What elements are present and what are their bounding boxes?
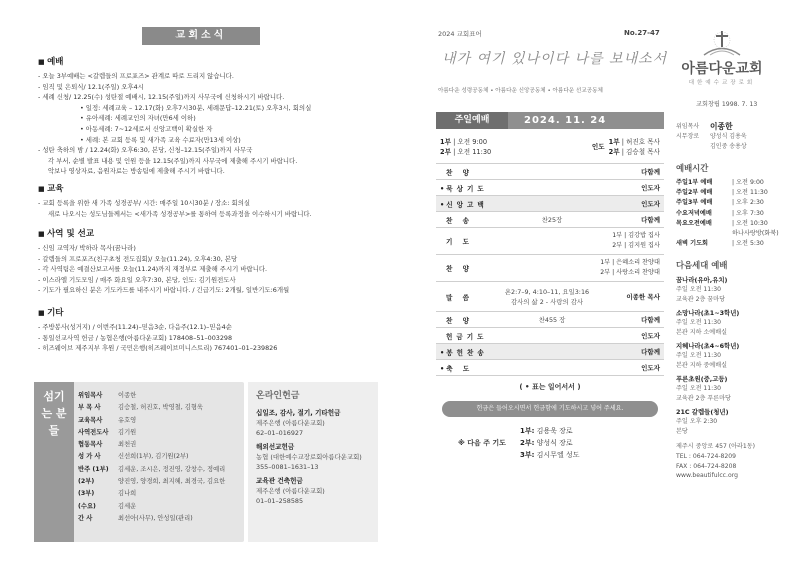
staff-row: [78, 501, 225, 513]
offering-type: 교육관 건축헌금: [256, 477, 303, 485]
service-schedule-name: 주일1부 예배: [676, 179, 713, 186]
news-line: - 세례 신청/ 12.25(수) 성탄절 예배시, 12.15(주일)까지 사무국에 신청하시기 바랍니다.: [38, 93, 285, 102]
next-gen-group: [676, 341, 786, 370]
service-schedule-name: 새벽 기도회: [676, 240, 709, 248]
news-line: - 히즈웨이브 제주지부 후원 / 국민은행(히즈웨이브미니스트리) 767401–01–239826: [38, 344, 278, 353]
order-item: • 신앙고백: [440, 199, 490, 209]
staff-names: 김기원: [118, 428, 137, 436]
staff-role: 교육목사: [78, 416, 103, 424]
service-schedule-time: | 오전 10:30: [732, 219, 768, 227]
order-leader: 이종한 목사: [626, 293, 660, 301]
order-item: 기 도: [446, 238, 474, 246]
elder-names: 김인중 송용상: [710, 143, 747, 150]
staff-tab: [34, 382, 74, 542]
order-people: [570, 258, 660, 278]
sermon-line: 감사의 삶 2 - 사랑의 감사: [510, 297, 584, 306]
account-info: 제주은행 (아름다운교회): [256, 487, 325, 495]
news-line: - 임직 및 은퇴식/ 12.1(주일) 오후4시: [38, 82, 144, 91]
order-row: [436, 343, 664, 359]
next-week-prayer: [436, 417, 664, 461]
group-name: 꿈나라(유아,유치): [676, 276, 728, 285]
next-prayer-name: 양성식 장로: [534, 439, 573, 447]
leader-part: 2부: [608, 148, 620, 156]
staff-row: [78, 476, 225, 488]
church-name: 아름다운교회: [681, 61, 763, 77]
staff-role: 위임목사: [78, 392, 103, 399]
next-week-label: ※ 다음 주 기도: [458, 439, 506, 447]
staff-row: [78, 451, 225, 463]
news-line: - 신임 교역자/ 박하라 목사(꿈나라): [38, 244, 136, 252]
order-item: 찬 양: [446, 265, 474, 273]
account-info: 355–0081–1631–13: [256, 463, 319, 471]
leader-label: 인도: [591, 143, 605, 151]
next-week-list: [520, 425, 579, 461]
news-line: • 아동세례: 7~12세로서 신앙고백이 확실한 자: [80, 124, 213, 133]
staff-role: (2부): [78, 478, 95, 486]
service-schedule-time: | 오전 11:30: [732, 189, 768, 197]
address-line: FAX : 064-724-8208: [676, 462, 737, 470]
next-gen-title: 다음세대 예배: [676, 260, 728, 271]
denomination: 대한예수교장로회: [688, 80, 756, 86]
service-label: 1부: [440, 138, 451, 146]
worship-order: [436, 112, 664, 461]
staff-role: 간 사: [78, 514, 93, 522]
next-gen-list: [676, 275, 786, 436]
news-line: - 갈렙들의 프로포즈(친구초청 전도집회)/ 오늘(11.24), 오후4:30, 본당: [38, 254, 238, 263]
section-lines: [38, 198, 388, 219]
leader-list: [609, 137, 660, 157]
news-line: - 이스라엘 기도모임 / 매주 화요일 오후7:30, 본당, 인도: 김기원전도사: [38, 275, 236, 284]
staff-row: [78, 439, 225, 451]
news-line: • 세례: 본 교회 등록 및 새가족 교육 수료자(만13세 이상): [80, 135, 241, 144]
next-prayer-part: 2부:: [520, 439, 535, 447]
news-line: - 교회 등록을 위한 새 가족 성경공부/ 시간: 매주일 10시30분 / 장소: 회의실: [38, 199, 251, 207]
worship-header: [436, 112, 664, 129]
account-info: 농협 (대한예수교장로회아름다운교회): [256, 453, 362, 461]
account-info: 제주은행 (아름다운교회): [256, 419, 325, 427]
group-detail: 본관 지하 소예배실: [676, 328, 727, 336]
news-line: - 오늘 3부예배는 <갈렙들의 프로포즈> 관계로 따로 드리지 않습니다.: [38, 72, 234, 80]
staff-role: 사역전도사: [78, 428, 109, 436]
staff-row: [78, 415, 225, 427]
bulletin-number: No.27-47: [624, 29, 660, 37]
next-prayer-item: [520, 437, 579, 449]
order-leader: 다함께: [641, 348, 660, 356]
group-name: 소망나라(초1~3학년): [676, 309, 740, 318]
staff-names: 김나희: [118, 490, 137, 498]
account-info: 01–01–258585: [256, 497, 304, 505]
group-detail: 주일 오전 11:30: [676, 286, 721, 294]
mission-section: [38, 227, 388, 296]
next-gen-group: [676, 275, 786, 304]
staff-list: [78, 390, 225, 525]
news-line: 악보나 영상자료, 음원자료는 방송팀에 제출해 주시기 바랍니다.: [48, 167, 225, 176]
section-title: ■ 사역 및 선교: [38, 227, 388, 239]
order-people: [570, 231, 660, 251]
account-info: 62–01–016927: [256, 429, 304, 437]
news-line: • 일정: 세례교육 – 12.17(화) 오후7시30분, 세례문답–12.21(토) 오후3시, 회의실: [80, 103, 312, 112]
staff-row: [78, 390, 225, 402]
staff-row: [78, 464, 225, 476]
service-label: 2부: [440, 148, 451, 156]
next-prayer-item: [520, 425, 579, 437]
bulletin-page: [400, 0, 800, 566]
staff-names: 최선아(사무), 안성일(관리): [118, 514, 193, 522]
worship-date: 2024. 11. 24: [524, 115, 607, 126]
order-leader: 인도자: [641, 184, 660, 192]
order-row: [436, 195, 664, 211]
next-prayer-part: 1부:: [520, 427, 535, 435]
order-item: • 축 도: [440, 363, 490, 373]
staff-role: 성 가 사: [78, 453, 101, 461]
service-times-list: [676, 178, 786, 249]
service-schedule-row: [676, 229, 786, 239]
order-leader: 다함께: [641, 168, 660, 176]
service-time-value: | 오전 11:30: [450, 148, 492, 156]
offering-notice: 헌금은 들어오시면서 헌금함에 기도하시고 넣어 주세요.: [442, 401, 658, 417]
elders-label: 시무장로: [676, 133, 700, 140]
address-line: www.beautifulcc.org: [676, 472, 738, 480]
order-leader: 인도자: [641, 332, 660, 340]
leader-name: | 김승철 목사: [619, 148, 660, 156]
news-line: • 유아세례: 세례교인의 자녀(만6세 이하): [80, 114, 196, 123]
staff-role: 반주 (1부): [78, 465, 109, 473]
group-detail: 본당: [676, 427, 688, 435]
staff-names: 김승철, 허진호, 박영철, 김형욱: [118, 404, 204, 412]
pastor-name: 이종한: [710, 122, 733, 131]
order-row: [436, 311, 664, 327]
sermon-line: 욘2:7–9, 4:10–11, 요일3:16: [504, 287, 590, 296]
service-time-list: [440, 137, 491, 157]
news-line: 새로 나오시는 성도님들께서는 <새가족 성경공부>를 통하여 등록과정을 이수하시기 바랍니다.: [48, 209, 312, 218]
pastor-label: 위임목사: [676, 123, 700, 130]
staff-names: 김세운, 조시은, 정진영, 강창수, 정예리: [118, 465, 226, 473]
staff-names: 신선희(1부), 김기원(2부): [118, 453, 189, 461]
staff-row: [78, 402, 225, 414]
service-schedule-time: | 오전 9:00: [732, 179, 764, 186]
service-schedule-name: 주일2부 예배: [676, 189, 713, 197]
order-row: [436, 227, 664, 254]
staff-role: (3부): [78, 490, 95, 498]
order-item: 말 씀: [446, 293, 474, 302]
order-row: [436, 179, 664, 195]
staff-names: 유호영: [118, 416, 137, 424]
section-title: ■ 교육: [38, 182, 388, 194]
next-prayer-part: 3부:: [520, 451, 535, 459]
pastor-info: [676, 122, 786, 152]
leader: [609, 137, 660, 147]
offering-account: [248, 472, 378, 506]
service-schedule-time: 하나사랑방(화북): [732, 230, 779, 238]
service-schedule-name: 목요오전예배: [676, 219, 712, 227]
sermon-info: [490, 287, 604, 307]
next-gen-group: [676, 308, 786, 337]
news-line: - 성탄 축하의 밤 / 12.24(화) 오후6:30, 본당, 신청–12.15(주일)까지 사무국: [38, 146, 253, 155]
staff-names: 이종한: [118, 392, 137, 399]
staff-role: 부 목 사: [78, 404, 101, 412]
cross-hill-icon: [702, 30, 742, 56]
offering-account: [248, 438, 378, 472]
order-leader: 다함께: [641, 216, 660, 224]
section-lines: [38, 71, 388, 177]
staff-role: 협동목사: [78, 441, 103, 449]
service-schedule-row: [676, 239, 786, 249]
service-schedule-time: | 오전 5:30: [732, 240, 764, 248]
service-times: [436, 129, 664, 163]
order-detail: 찬25장: [541, 216, 563, 224]
church-address: [676, 442, 786, 480]
section-lines: [38, 322, 388, 354]
staff-role: (수요): [78, 502, 96, 510]
service-time: [440, 147, 491, 157]
order-row: [436, 211, 664, 227]
order-item: 찬 양: [446, 316, 474, 325]
service-times-title: 예배시간: [676, 163, 709, 173]
next-gen-group: [676, 407, 786, 436]
order-row: [436, 327, 664, 343]
founded-date: 교회창립 1998. 7. 13: [696, 101, 758, 108]
section-title: ■ 기타: [38, 306, 388, 318]
order-item: 찬 양: [446, 168, 474, 177]
next-prayer-name: 김시무엘 성도: [534, 451, 580, 459]
staff-names: 양진영, 양경희, 최지혜, 최경국, 김요한: [118, 478, 226, 486]
news-line: 각 부서, 순별 발표 내용 및 인원 등을 12.15(주일)까지 사무국에 제출해 주시기 바랍니다.: [48, 156, 298, 165]
church-news-header: 교회소식: [142, 27, 260, 45]
address-line: TEL : 064-724-8209: [676, 453, 737, 461]
section-title: ■ 예배: [38, 55, 388, 67]
news-line: - 각 사역팀은 예결산보고서를 오늘(11.24)까지 재정부로 제출해 주시기 바랍니다.: [38, 265, 268, 274]
service-schedule-row: [676, 178, 786, 188]
order-item: • 봉헌찬송: [440, 347, 490, 357]
group-detail: 본관 지하 중예배실: [676, 361, 727, 369]
online-offering-list: [248, 404, 378, 506]
order-list: [436, 163, 664, 375]
education-section: [38, 182, 388, 219]
staff-row: [78, 488, 225, 500]
order-item: 찬 송: [446, 216, 474, 225]
service-schedule-name: 수요저녁예배: [676, 209, 712, 217]
staff-tab-label: 섬기는 분들: [41, 390, 67, 437]
order-person: 2부 | 사랑소리 찬양대: [600, 269, 660, 276]
worship-title: 주일예배: [436, 112, 508, 129]
leaders: [592, 137, 660, 157]
church-motto: 내가 여기 있나이다 나를 보내소서: [442, 51, 668, 67]
staff-names: 김세운: [118, 502, 137, 510]
service-time: [440, 137, 491, 147]
staff-row: [78, 513, 225, 525]
order-row: [436, 163, 664, 179]
order-person: 2부 | 김지원 집사: [612, 242, 660, 249]
service-schedule-row: [676, 198, 786, 208]
order-item: • 묵상기도: [440, 183, 490, 193]
group-detail: 교육관 2층 꿈마당: [676, 295, 725, 303]
group-detail: 교육관 2층 푸른마당: [676, 394, 731, 402]
order-item: 헌금기도: [446, 332, 488, 341]
service-schedule-name: 주일3부 예배: [676, 199, 713, 207]
service-schedule-row: [676, 219, 786, 229]
service-schedule-row: [676, 188, 786, 198]
order-leader: 인도자: [641, 364, 660, 372]
order-leader: 인도자: [641, 200, 660, 208]
online-offering-box: [248, 382, 378, 542]
order-leader: 다함께: [641, 316, 660, 324]
standing-note: ( • 표는 일어서서 ): [436, 375, 664, 398]
group-name: 푸른초원(중,고등): [676, 375, 728, 384]
order-row: [436, 254, 664, 281]
group-detail: 주일 오전 11:30: [676, 352, 721, 360]
address-line: 제주시 중앙로 457 (아라1동): [676, 443, 756, 451]
order-row: [436, 359, 664, 375]
offering-type: 해외선교헌금: [256, 443, 295, 451]
section-lines: [38, 243, 388, 296]
order-row: [436, 281, 664, 311]
service-schedule-row: [676, 209, 786, 219]
news-line: - 주방봉사(성거지) / 이번주(11.24)–믿음3순, 다음주(12.1)–믿음4순: [38, 323, 232, 331]
next-gen-group: [676, 374, 786, 403]
church-logo: [672, 30, 772, 86]
online-offering-title: 온라인헌금: [256, 391, 300, 401]
service-time-value: | 오전 9:00: [450, 138, 488, 146]
group-detail: 주일 오전 11:30: [676, 319, 721, 327]
news-line: - 통일선교사역 헌금 / 농협은행(아름다운교회) 178408–51–003298: [38, 333, 233, 342]
elder-names: 양성식 김용욱: [710, 133, 747, 140]
next-prayer-item: [520, 449, 579, 461]
group-detail: 주일 오전 11:30: [676, 385, 721, 393]
offering-account: [248, 404, 378, 438]
group-name: 21C 갈렙들(청년): [676, 408, 729, 417]
leader-part: 1부: [608, 138, 620, 146]
staff-row: [78, 427, 225, 439]
next-prayer-name: 김용욱 장로: [534, 427, 573, 435]
offering-type: 십일조, 감사, 절기, 기타헌금: [256, 409, 341, 417]
order-person: 1부 | 은혜소리 찬양대: [600, 259, 660, 266]
motto-label: 2024 교회표어: [438, 30, 482, 38]
leader: [609, 147, 660, 157]
sidebar-info: [676, 122, 786, 481]
order-detail: 찬455 장: [538, 316, 566, 324]
staff-box: [34, 382, 244, 542]
group-name: 지혜나라(초4~6학년): [676, 342, 740, 351]
order-person: 1부 | 김강밥 집사: [612, 232, 660, 239]
news-line: - 기도가 필요하신 분은 기도카드를 내주시기 바랍니다. / 긴급기도: 2개월, 일반기도:6개월: [38, 286, 290, 295]
service-schedule-time: | 오후 7:30: [732, 209, 764, 217]
staff-names: 최천권: [118, 441, 137, 449]
service-schedule-time: | 오후 2:30: [732, 199, 764, 207]
worship-news-section: [38, 55, 388, 177]
community-tagline: 아름다운 성령공동체 • 아름다운 신앙공동체 • 아름다운 선교공동체: [438, 88, 603, 94]
leader-name: | 허진호 목사: [619, 138, 660, 146]
group-detail: 주일 오후 2:30: [676, 418, 718, 426]
etc-section: [38, 306, 388, 354]
